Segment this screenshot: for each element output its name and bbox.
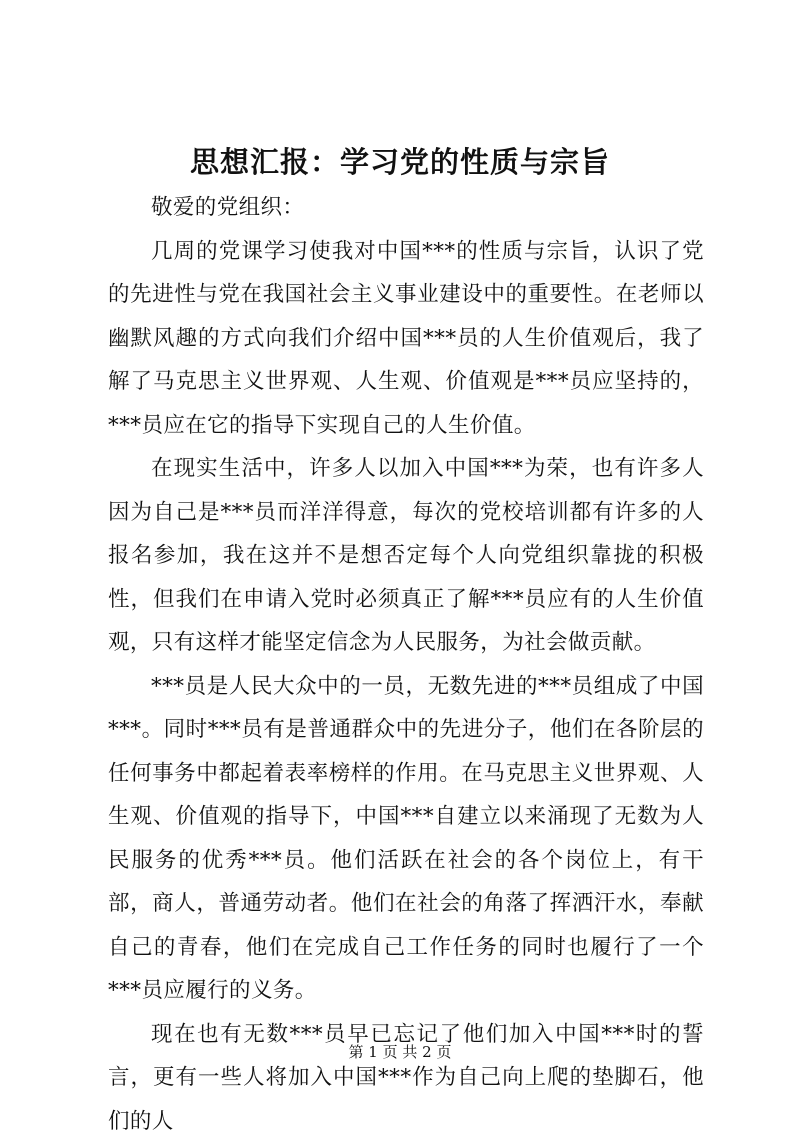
body-paragraph-3: ***员是人民大众中的一员，无数先进的***员组成了中国***。同时***员有是普通群众中的先进分子，他们在各阶层的任何事务中都起着表率榜样的作用。在马克思主义世界观、人生观、价值观的指导下，中国***自建立以来涌现了无数为人民服务的优秀***员。他们活跃在社会的各个岗位上，有干部，商人，普通劳动者。他们在社会的角落了挥洒汗水，奉献自己的青春，他们在完成自己工作任务的同时也履行了一个***员应履行的义务。 <box>108 665 704 1013</box>
body-paragraph-4: 现在也有无数***员早已忘记了他们加入中国***时的誓言，更有一些人将加入中国***作为自己向上爬的垫脚石，他们的人 <box>108 1013 704 1143</box>
body-paragraph-1: 几周的党课学习使我对中国***的性质与宗旨，认识了党的先进性与党在我国社会主义事业建设中的重要性。在老师以幽默风趣的方式向我们介绍中国***员的人生价值观后，我了解了马克思主义世界观、人生观、价值观是***员应坚持的，***员应在它的指导下实现自己的人生价值。 <box>108 230 704 448</box>
salutation-paragraph: 敬爱的党组织： <box>108 186 704 230</box>
document-title: 思想汇报：学习党的性质与宗旨 <box>0 140 800 184</box>
document-body <box>108 186 704 1143</box>
body-paragraph-2: 在现实生活中，许多人以加入中国***为荣，也有许多人因为自己是***员而洋洋得意，每次的党校培训都有许多的人报名参加，我在这并不是想否定每个人向党组织靠拢的积极性，但我们在申请入党时必须真正了解***员应有的人生价值观，只有这样才能坚定信念为人民服务，为社会做贡献。 <box>108 447 704 665</box>
page-number-footer: 第 1 页 共 2 页 <box>0 1042 800 1062</box>
